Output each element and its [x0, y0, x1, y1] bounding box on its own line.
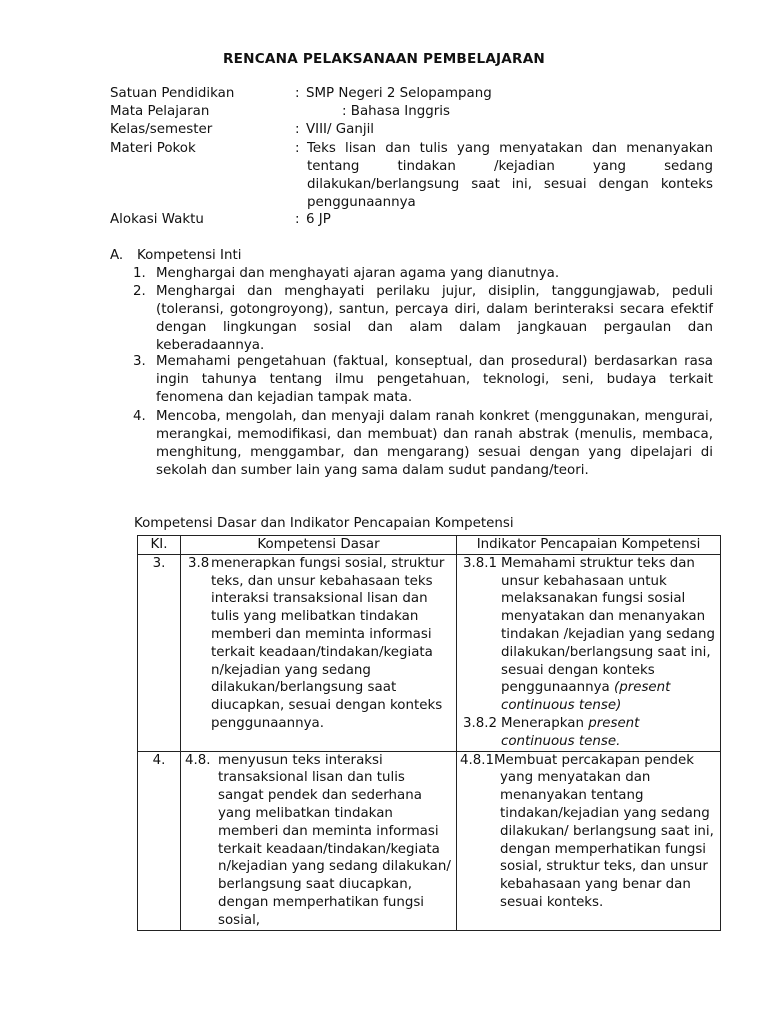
row-1-ind-1-code: 3.8.1: [463, 555, 498, 571]
alokasi-label: Alokasi Waktu: [110, 212, 204, 227]
row-1-ind-2-text: Menerapkan: [501, 715, 584, 731]
satuan-colon: :: [295, 86, 300, 101]
row-1-ind-1-emphasis: (present continuous tense): [501, 680, 671, 714]
kd-heading: Kompetensi Dasar dan Indikator Pencapaian Kompetensi: [134, 516, 514, 531]
kelas-value: VIII/ Ganjil: [306, 122, 375, 137]
header-kompetensi-dasar: Kompetensi Dasar: [181, 536, 457, 555]
table-row: [138, 751, 721, 930]
table-header-row: [138, 536, 721, 555]
ki-item-4-number: 4.: [133, 409, 146, 424]
row-2-kd-code: 4.8.: [185, 752, 211, 768]
satuan-label: Satuan Pendidikan: [110, 86, 235, 101]
row-1-ki: 3.: [138, 554, 181, 751]
document-title: RENCANA PELAKSANAAN PEMBELAJARAN: [222, 51, 545, 67]
row-1-kd-code: 3.8: [188, 555, 210, 571]
row-1-kd-text: menerapkan fungsi sosial, struktur teks, dan unsur kebahasaan teks interaksi transaksional lisan dan tulis yang melibatkan tindakan memberi dan meminta informasi terkait keadaan/tindakan/kegiata n/kejadian yang sedang dilakukan/berlangsung saat diucapkan, sesuai dengan konteks penggunaannya.: [211, 555, 445, 731]
ki-item-4-text: Mencoba, mengolah, dan menyaji dalam ranah konkret (menggunakan, mengurai, merangkai, memodifikasi, dan membuat) dan ranah abstrak (menulis, membaca, menghitung, menggambar, dan mengarang) sesuai dengan yang dipelajari di sekolah dan sumber lain yang sama dalam sudut pandang/teori.: [156, 409, 713, 478]
row-1-ind-1-body: [501, 555, 716, 715]
row-1-ind-2-emphasis: present continuous tense.: [501, 715, 640, 749]
satuan-value: SMP Negeri 2 Selopampang: [306, 86, 492, 101]
row-1-ind-2-body: [501, 715, 716, 751]
row-1-indicator-cell: [457, 554, 721, 751]
alokasi-value: 6 JP: [306, 212, 331, 227]
row-2-ind-1-text: Membuat percakapan pendek yang menyatakan dan menanyakan tentang tindakan/kejadian yang sedang dilakukan/ berlangsung saat ini, dengan memperhatikan fungsi sosial, struktur teks, dan unsur kebahasaan yang benar dan sesuai konteks.: [494, 752, 714, 910]
alokasi-colon: :: [295, 212, 300, 227]
ki-item-3-number: 3.: [133, 354, 146, 369]
ki-item-2-number: 2.: [133, 284, 146, 299]
row-1-kd-cell: [181, 554, 457, 751]
ki-item-1-text: Menghargai dan menghayati ajaran agama yang dianutnya.: [156, 266, 560, 281]
section-a-title: Kompetensi Inti: [137, 248, 242, 263]
row-1-ind-2-code: 3.8.2: [463, 715, 498, 731]
kd-indicator-table: [137, 535, 721, 931]
header-ki: KI.: [138, 536, 181, 555]
row-2-kd-text: menyusun teks interaksi transaksional lisan dan tulis sangat pendek dan sederhana yang melibatkan tindakan memberi dan meminta informasi terkait keadaan/tindakan/kegiata n/kejadian yang sedang dilakukan/ berlangsung saat diucapkan, dengan memperhatikan fungsi sosial,: [218, 752, 451, 928]
row-1-ind-1-text: Memahami struktur teks dan unsur kebahasaan untuk melaksanakan fungsi sosial menyatakan dan menanyakan tindakan /kejadian yang sedang dilakukan/berlangsung saat ini, sesuai dengan konteks penggunaannya: [501, 555, 716, 696]
kelas-label: Kelas/semester: [110, 122, 213, 137]
table-row: [138, 554, 721, 751]
materi-label: Materi Pokok: [110, 141, 196, 156]
kelas-colon: :: [295, 122, 300, 137]
materi-value: Teks lisan dan tulis yang menyatakan dan menanyakan tentang tindakan /kejadian yang sedang dilakukan/berlangsung saat ini, sesuai dengan konteks penggunaannya: [307, 141, 713, 210]
ki-item-2-text: Menghargai dan menghayati perilaku jujur, disiplin, tanggungjawab, peduli (toleransi, gotongroyong), santun, percaya diri, dalam berinteraksi secara efektif dengan lingkungan sosial dan alam dalam jangkauan pergaulan dan keberadaannya.: [156, 284, 713, 353]
mapel-label: Mata Pelajaran: [110, 104, 210, 119]
row-2-kd-cell: [181, 751, 457, 930]
row-2-ki: 4.: [138, 751, 181, 930]
materi-colon: :: [295, 141, 300, 156]
mapel-value: : Bahasa Inggris: [342, 104, 450, 119]
row-2-ind-1-code: 4.8.1: [460, 752, 495, 768]
section-a-letter: A.: [110, 248, 124, 263]
row-2-indicator-cell: [457, 751, 721, 930]
ki-item-3-text: Memahami pengetahuan (faktual, konseptual, dan prosedural) berdasarkan rasa ingin tahunya tentang ilmu pengetahuan, teknologi, seni, budaya terkait fenomena dan kejadian tampak mata.: [156, 354, 713, 405]
header-indikator: Indikator Pencapaian Kompetensi: [457, 536, 721, 555]
ki-item-1-number: 1.: [133, 266, 146, 281]
